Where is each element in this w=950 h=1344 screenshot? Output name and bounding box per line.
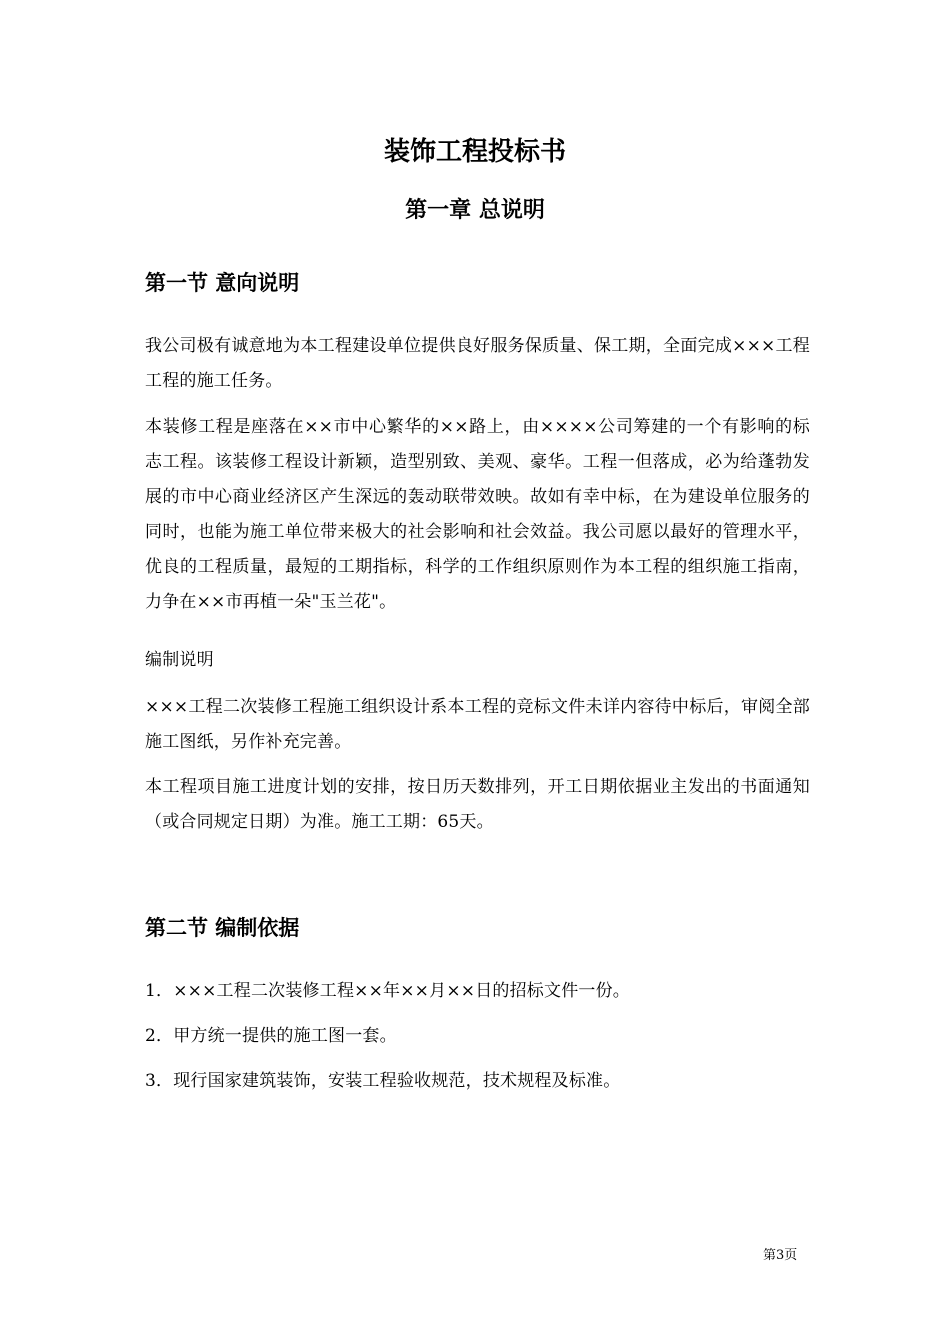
paragraph-compilation-2: 本工程项目施工进度计划的安排，按日历天数排列，开工日期依据业主发出的书面通知（或合同规定日期）为准。施工工期：65天。 — [145, 777, 810, 832]
document-title: 装饰工程投标书 — [383, 137, 566, 167]
section-heading-basis: 第二节 编制依据 — [145, 916, 300, 940]
list-item-basis-3: 3．现行国家建筑装饰，安装工程验收规范，技术规程及标准。 — [145, 1071, 621, 1091]
paragraph-compilation-1: ×××工程二次装修工程施工组织设计系本工程的竞标文件未详内容待中标后，审阅全部施工图纸，另作补充完善。 — [145, 697, 810, 752]
paragraph-intent-2: 本装修工程是座落在××市中心繁华的××路上，由××××公司筹建的一个有影响的标志工程。该装修工程设计新颖，造型别致、美观、豪华。工程一但落成，必为给蓬勃发展的市中心商业经济区产生深远的轰动联带效映。故如有幸中标，在为建设单位服务的同时，也能为施工单位带来极大的社会影响和社会效益。我公司愿以最好的管理水平，优良的工程质量，最短的工期指标，科学的工作组织原则作为本工程的组织施工指南，力争在××市再植一朵"玉兰花"。 — [145, 417, 810, 612]
page-number: 第3页 — [763, 1248, 798, 1263]
sub-heading-compilation-note: 编制说明 — [145, 650, 214, 670]
paragraph-intent-1: 我公司极有诚意地为本工程建设单位提供良好服务保质量、保工期，全面完成×××工程工程的施工任务。 — [145, 336, 810, 391]
list-item-basis-1: 1．×××工程二次装修工程××年××月××日的招标文件一份。 — [145, 981, 631, 1001]
chapter-title: 第一章 总说明 — [405, 198, 545, 223]
section-heading-intent: 第一节 意向说明 — [145, 271, 300, 295]
list-item-basis-2: 2．甲方统一提供的施工图一套。 — [145, 1026, 397, 1046]
